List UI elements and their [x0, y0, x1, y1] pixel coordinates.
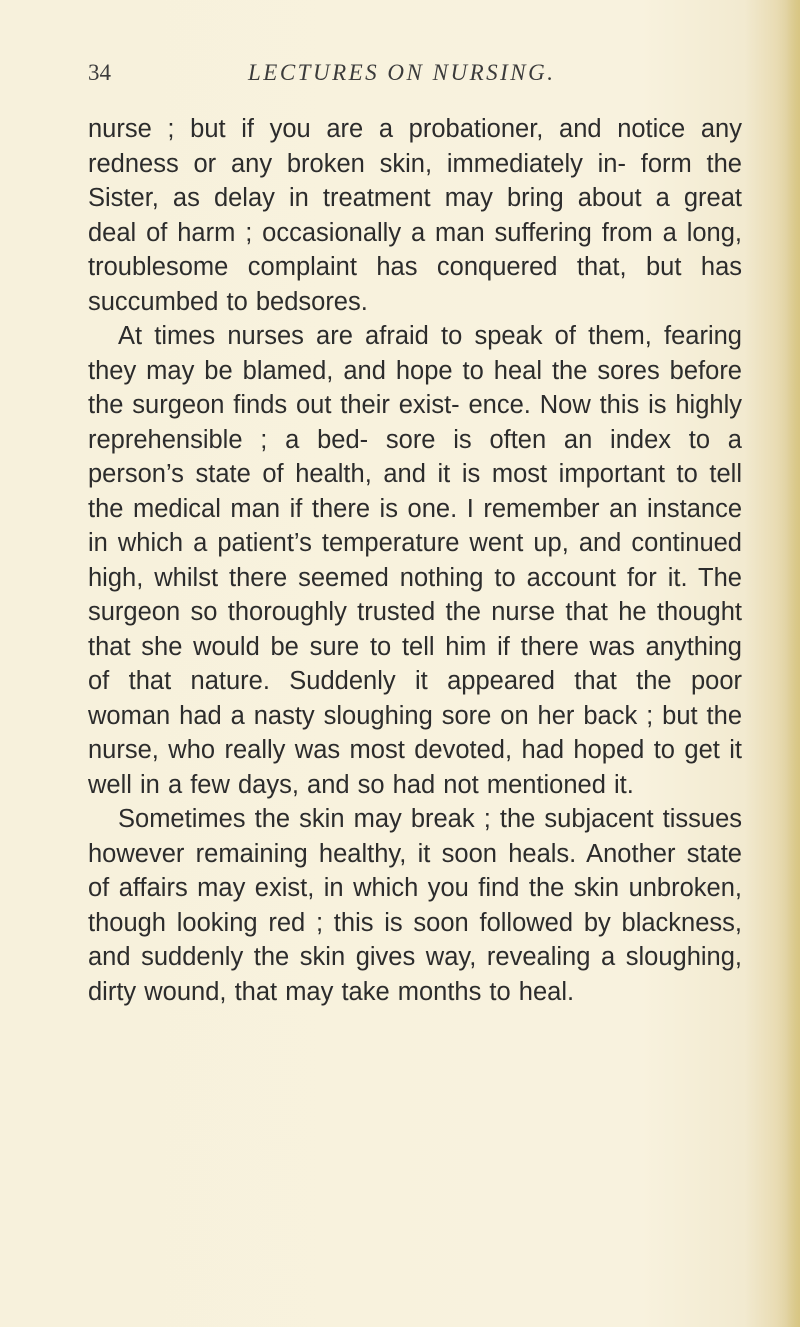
paragraph-skin-break: Sometimes the skin may break ; the subjacent tissues however remaining healthy, it soon heals. Another state of affairs may exist, in which you find the skin unbroken, though looking red ; this is soon followed by blackness, and suddenly the skin gives way, revealing a sloughing, dirty wound, that may take months to heal.	[88, 805, 742, 1006]
page-header	[88, 58, 748, 92]
paragraph-bedsore-reporting: At times nurses are afraid to speak of them, fearing they may be blamed, and hope to heal the sores before the surgeon finds out their exist- ence. Now this is highly reprehensible ; a bed- sore is often an index to a person’s state of health, and it is most important to tell the medical man if there is one. I remember an instance in which a patient’s temperature went up, and continued high, whilst there seemed nothing to account for it. The surgeon so thoroughly trusted the nurse that he thought that she would be sure to tell him if there was anything of that nature. Suddenly it appeared that the poor woman had a nasty sloughing sore on her back ; but the nurse, who really was most devoted, had hoped to get it well in a few days, and so had not mentioned it.	[88, 322, 742, 799]
page-number: 34	[88, 60, 111, 85]
body-text	[88, 112, 742, 1009]
running-head: LECTURES ON NURSING.	[248, 60, 556, 85]
page-edge-shading	[786, 0, 800, 1327]
paragraph-continuation: nurse ; but if you are a probationer, and notice any redness or any broken skin, immediately in- form the Sister, as delay in treatment may bring about a great deal of harm ; occasionally a man suffering from a long, troublesome complaint has conquered that, but has succumbed to bedsores.	[88, 115, 742, 316]
